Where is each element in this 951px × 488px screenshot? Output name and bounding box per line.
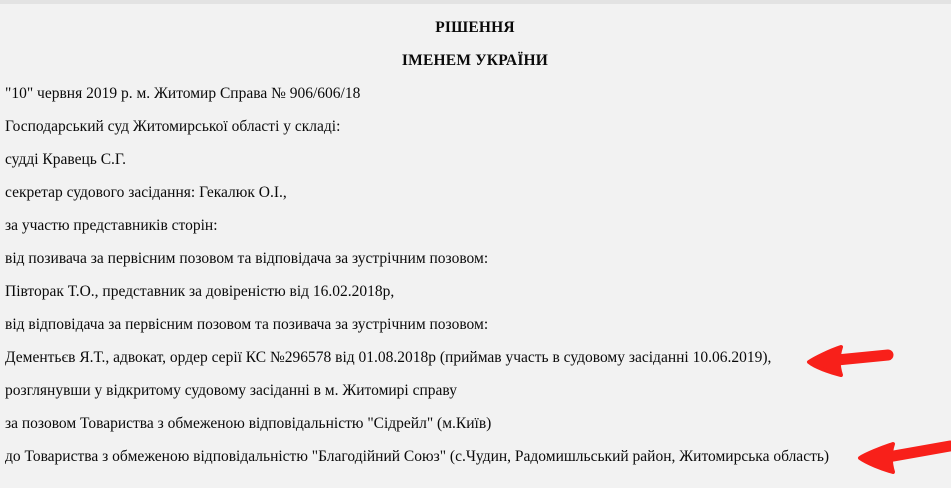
document-line-defendant-rep: Дементьєв Я.Т., адвокат, ордер серії КС №296578 від 01.08.2018р (приймав участь в судовому засіданні 10.06.2019), xyxy=(5,349,772,366)
document-line-secretary: секретар судового засідання: Гекалюк О.І., xyxy=(5,184,287,201)
document-line-judge: судді Кравець С.Г. xyxy=(5,151,127,168)
document-title: РІШЕННЯ xyxy=(435,19,515,36)
document-line-defendant-rep-header: від відповідача за первісним позовом та позивача за зустрічним позовом: xyxy=(5,316,489,333)
document-line-hearing: розглянувши у відкритому судовому засіданні в м. Житомирі справу xyxy=(5,382,457,399)
document-line-plaintiff-rep-header: від позивача за первісним позовом та відповідача за зустрічним позовом: xyxy=(5,250,489,267)
document-line-participants: за участю представників сторін: xyxy=(5,217,218,234)
court-decision-document xyxy=(0,4,951,480)
document-line-claimant: за позовом Товариства з обмеженою відповідальністю "Сідрейл" (м.Київ) xyxy=(5,415,492,432)
document-line-plaintiff-rep: Півторак Т.О., представник за довіреністю від 16.02.2018р, xyxy=(5,283,395,300)
document-line-defendant: до Товариства з обмеженою відповідальністю "Благодійний Союз" (с.Чудин, Радомишльський район, Житомирська область) xyxy=(5,448,830,465)
document-line-date-case: "10" червня 2019 р. м. Житомир Справа № 906/606/18 xyxy=(5,85,361,102)
document-line-court: Господарський суд Житомирської області у складі: xyxy=(5,118,341,135)
document-subtitle: ІМЕНЕМ УКРАЇНИ xyxy=(401,52,549,69)
